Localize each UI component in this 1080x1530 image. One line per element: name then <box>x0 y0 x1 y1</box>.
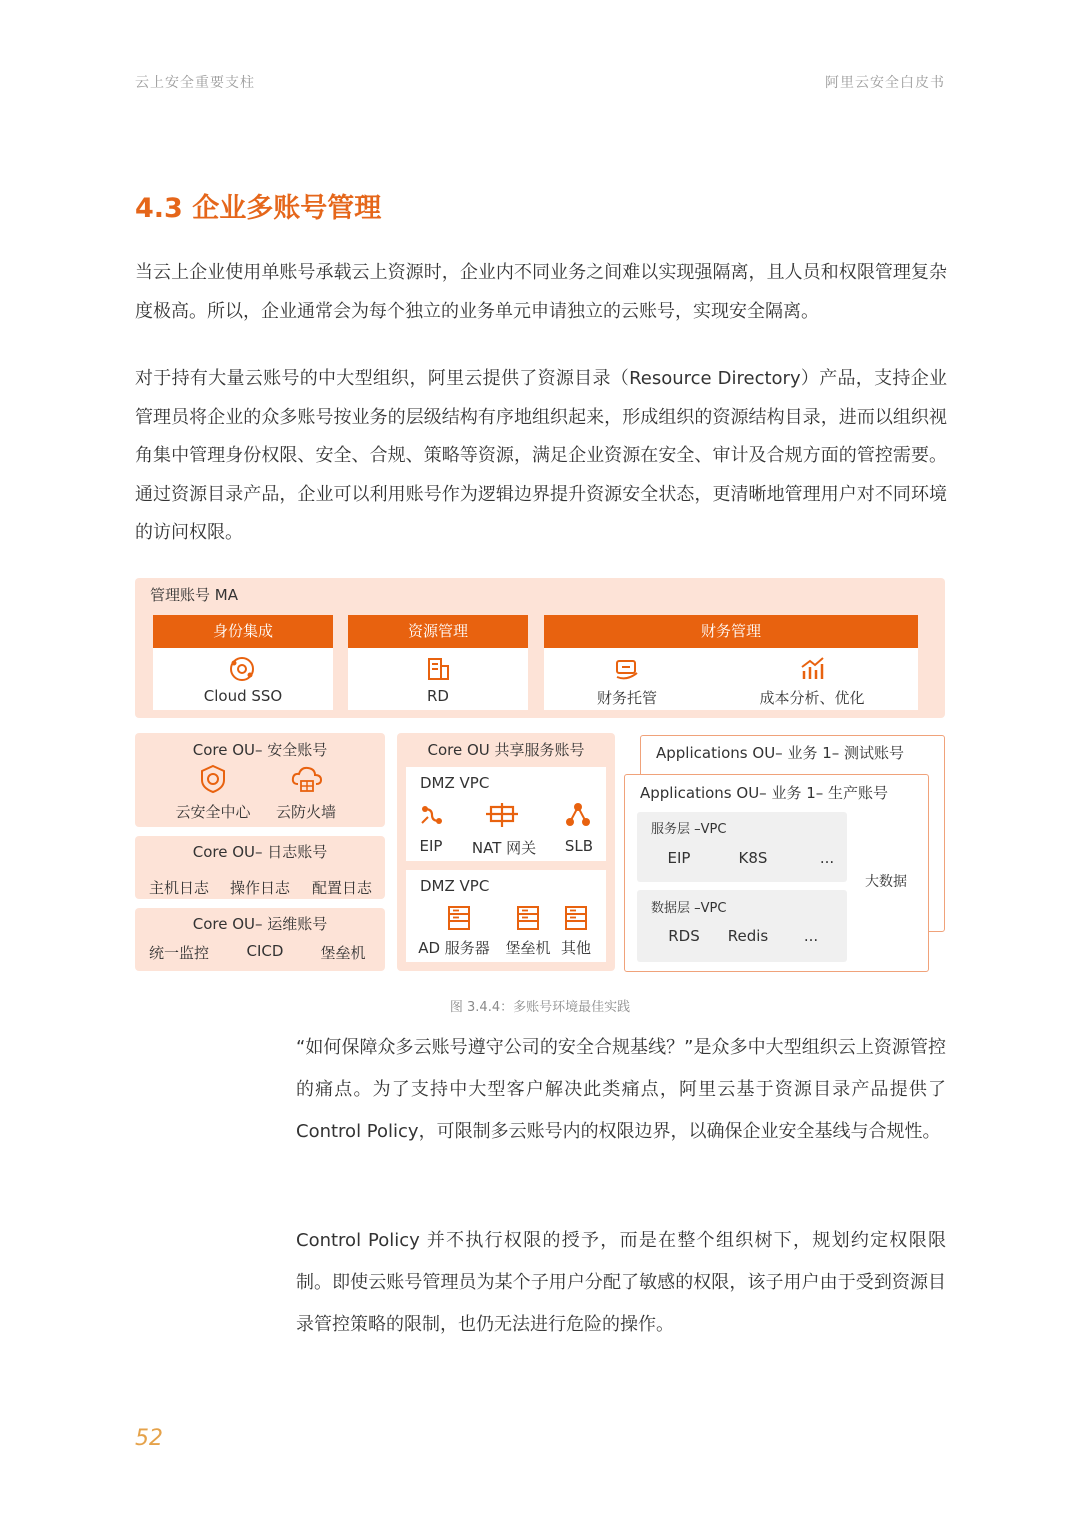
nat-gateway-icon <box>485 801 519 829</box>
data-more-label: ... <box>803 927 819 945</box>
cloud-firewall-icon <box>290 764 324 794</box>
cloud-sso-label: Cloud SSO <box>203 687 283 705</box>
ma-label: 管理账号 MA <box>150 586 238 604</box>
finance-header: 财务管理 <box>544 615 918 648</box>
ops-account-title: Core OU– 运维账号 <box>192 915 328 933</box>
header-left: 云上安全重要支柱 <box>135 75 255 91</box>
rd-label: RD <box>427 687 449 705</box>
host-log-label: 主机日志 <box>148 879 209 897</box>
cost-analysis-label: 成本分析、优化 <box>759 689 865 707</box>
config-log-label: 配置日志 <box>311 879 372 897</box>
app-prod-account-title: Applications OU– 业务 1– 生产账号 <box>640 784 889 802</box>
security-account-title: Core OU– 安全账号 <box>192 741 328 759</box>
shared-bastion-label: 堡垒机 <box>505 939 551 957</box>
server-icon <box>446 904 472 932</box>
resource-header: 资源管理 <box>348 615 528 648</box>
service-layer-vpc-label: 服务层 –VPC <box>651 822 727 837</box>
page-number: 52 <box>135 1426 163 1451</box>
dmz-vpc-2-label: DMZ VPC <box>420 877 490 895</box>
eip-icon <box>418 801 446 829</box>
k8s-label: K8S <box>738 849 768 867</box>
ad-server-label: AD 服务器 <box>418 939 490 957</box>
shared-services-title: Core OU 共享服务账号 <box>427 741 585 759</box>
cloud-security-center-icon <box>199 764 227 794</box>
eip-label: EIP <box>419 837 443 855</box>
paragraph-1: 当云上企业使用单账号承载云上资源时，企业内不同业务之间难以实现强隔离，且人员和权限管理复杂度极高。所以，企业通常会为每个独立的业务单元申请独立的云账号，实现安全隔离。 <box>135 262 947 322</box>
cloud-sso-icon <box>228 655 256 683</box>
server-icon <box>563 904 589 932</box>
unified-monitoring-label: 统一监控 <box>148 944 209 962</box>
app-test-account-title: Applications OU– 业务 1– 测试账号 <box>656 744 905 762</box>
rds-label: RDS <box>668 927 700 945</box>
paragraph-2: 对于持有大量云账号的中大型组织，阿里云提供了资源目录（Resource Directory）产品，支持企业管理员将企业的众多账号按业务的层级结构有序地组织起来，形成组织的资源结构目录，进而以组织视角集中管理身份权限、安全、合规、策略等资源，满足企业资源在安全、审计及合规方面的管控需要。通过资源目录产品，企业可以利用账号作为逻辑边界提升资源安全状态，更清晰地管理用户对不同环境的访问权限。 <box>135 368 947 543</box>
data-layer-vpc-label: 数据层 –VPC <box>651 901 727 916</box>
slb-icon <box>564 801 592 829</box>
cloud-firewall-label: 云防火墙 <box>275 803 336 821</box>
figure-caption: 图 3.4.4：多账号环境最佳实践 <box>449 1000 631 1015</box>
cost-analysis-icon <box>798 655 826 683</box>
cicd-label: CICD <box>246 942 284 960</box>
dmz-vpc-1-label: DMZ VPC <box>420 774 490 792</box>
finance-hosting-label: 财务托管 <box>596 689 657 707</box>
cloud-security-center-label: 云安全中心 <box>175 803 251 821</box>
section-title: 4.3 企业多账号管理 <box>135 193 382 224</box>
paragraph-4: Control Policy 并不执行权限的授予，而是在整个组织树下，规划约定权限限制。即使云账号管理员为某个子用户分配了敏感的权限，该子用户由于受到资源目录管控策略的限制，也仍无法进行危险的操作。 <box>296 1230 946 1335</box>
finance-hosting-icon <box>613 655 641 683</box>
bigdata-label: 大数据 <box>865 874 907 890</box>
log-account-title: Core OU– 日志账号 <box>192 843 328 861</box>
redis-label: Redis <box>727 927 769 945</box>
rd-icon <box>424 655 452 683</box>
service-more-label: ... <box>819 849 835 867</box>
server-icon <box>515 904 541 932</box>
identity-header: 身份集成 <box>153 615 333 648</box>
header-right: 阿里云安全白皮书 <box>825 75 945 91</box>
paragraph-3: “如何保障众多云账号遵守公司的安全合规基线？”是众多中大型组织云上资源管控的痛点。为了支持中大型客户解决此类痛点，阿里云基于资源目录产品提供了 Control Policy，可限制多云账号内的权限边界，以确保企业安全基线与合规性。 <box>296 1037 946 1142</box>
service-eip-label: EIP <box>667 849 691 867</box>
other-label: 其他 <box>560 939 591 957</box>
bastion-label: 堡垒机 <box>320 944 366 962</box>
operation-log-label: 操作日志 <box>229 879 290 897</box>
nat-gateway-label: NAT 网关 <box>471 839 537 857</box>
slb-label: SLB <box>564 837 594 855</box>
